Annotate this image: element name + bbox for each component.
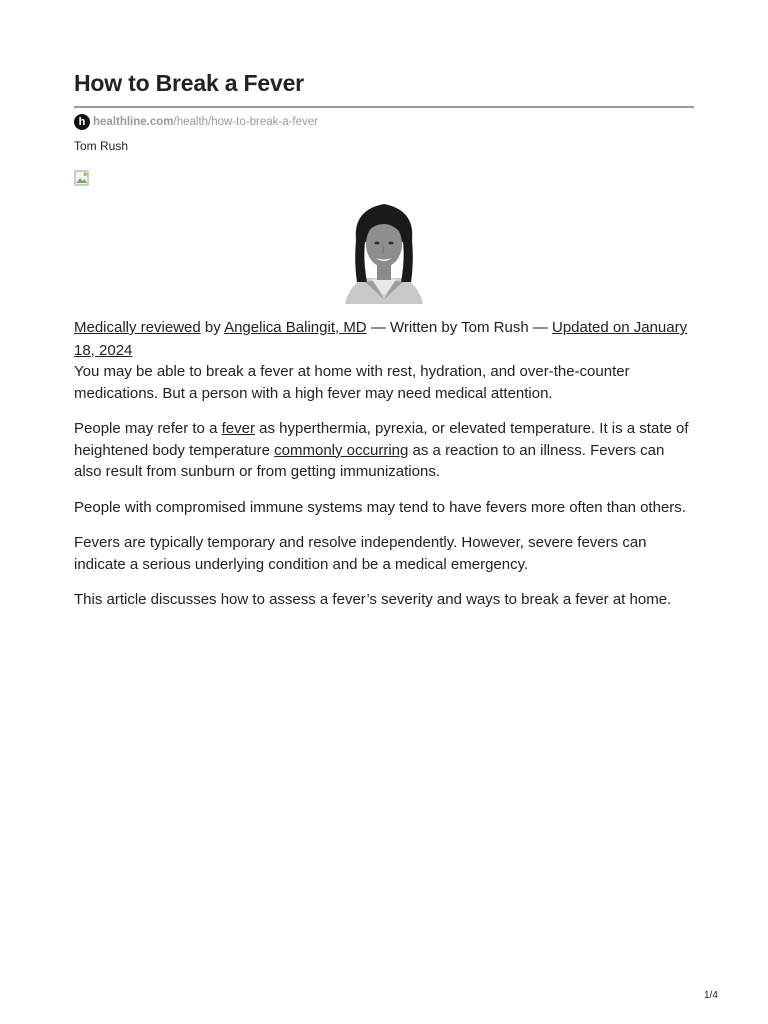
paragraph-definition <box>74 418 696 483</box>
paragraph-text: People may refer to a <box>74 420 218 437</box>
source-path[interactable]: /health/how-to-break-a-fever <box>173 115 318 128</box>
updated-date-link[interactable]: Updated on January 18, 2024 <box>74 319 688 359</box>
page-number: 1/4 <box>704 990 718 1001</box>
written-by-text: — Written by Tom Rush — <box>370 319 548 336</box>
commonly-occurring-link[interactable]: commonly occurring <box>274 441 409 459</box>
byline-author: Tom Rush <box>74 139 129 153</box>
paragraph-severity: Fevers are typically temporary and resolve independently. However, severe fevers can indicate a serious underlying condition and be a medical emergency. <box>74 534 647 573</box>
paragraph-text: as a reaction to an illness. Fevers can also result from sunburn or from getting immunizations. <box>74 441 665 480</box>
source-domain[interactable]: healthline.com <box>93 115 174 128</box>
page-title: How to Break a Fever <box>74 70 304 96</box>
paragraph-intro: You may be able to break a fever at home with rest, hydration, and over-the-counter medications. But a person with a high fever may need medical attention. <box>74 363 630 402</box>
healthline-logo-icon: h <box>74 114 90 130</box>
broken-image-icon <box>74 170 90 186</box>
reviewer-name-link[interactable]: Angelica Balingit, MD <box>224 319 367 336</box>
title-divider <box>74 106 694 108</box>
reviewer-photo <box>341 200 427 304</box>
paragraph-text: as hyperthermia, pyrexia, or elevated temperature. It is a state of heightened body temperature <box>74 420 689 459</box>
source-link[interactable] <box>74 113 318 130</box>
article-body <box>74 361 696 625</box>
medically-reviewed-link[interactable]: Medically reviewed <box>74 319 201 336</box>
fever-link[interactable]: fever <box>221 420 255 437</box>
by-text: by <box>204 319 221 336</box>
article-meta <box>74 317 696 362</box>
paragraph-immune: People with compromised immune systems may tend to have fevers more often than others. <box>74 498 686 516</box>
paragraph-overview: This article discusses how to assess a fever’s severity and ways to break a fever at home. <box>74 591 672 608</box>
